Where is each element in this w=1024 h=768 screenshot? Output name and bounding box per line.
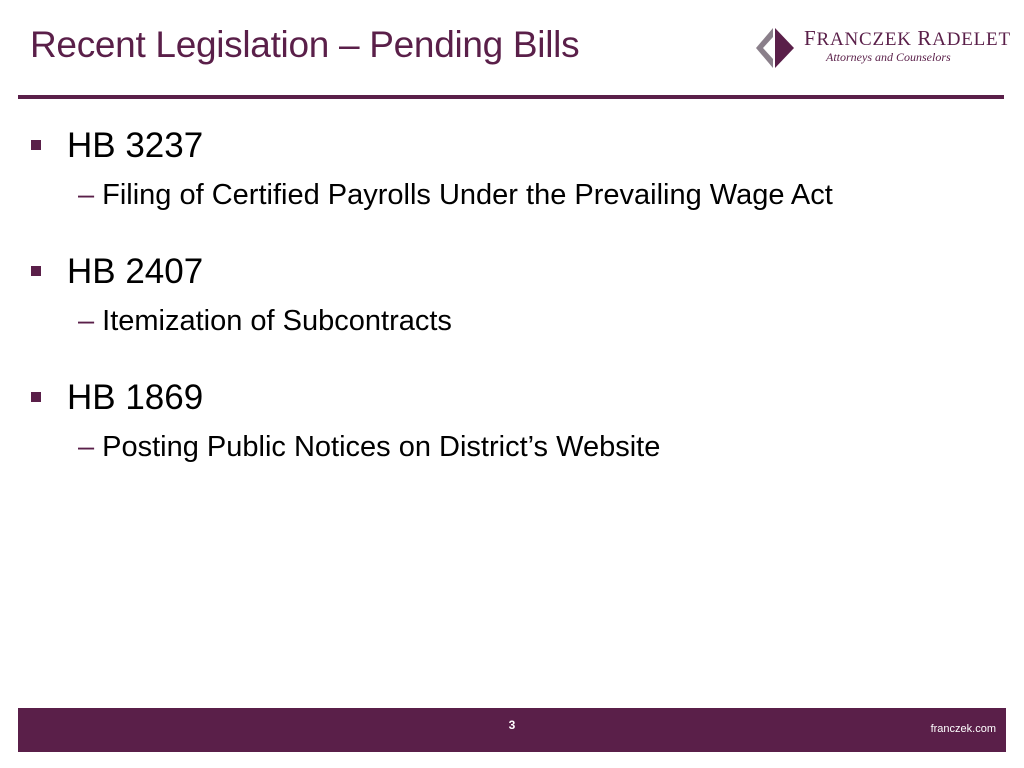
square-bullet-icon	[31, 140, 41, 150]
bill-description: Filing of Certified Payrolls Under the Prevailing Wage Act	[102, 179, 833, 211]
bill-number: HB 1869	[67, 378, 204, 417]
page-number: 3	[508, 718, 516, 732]
square-bullet-icon	[31, 392, 41, 402]
footer-bar	[18, 708, 1006, 752]
bill-description: Itemization of Subcontracts	[102, 305, 452, 337]
dash-bullet: –	[78, 179, 95, 211]
firm-name: FRANCZEK RADELET	[804, 26, 1011, 50]
bill-item	[30, 376, 1000, 464]
footer-url: franczek.com	[930, 723, 996, 735]
bill-list	[30, 124, 1000, 502]
firm-tagline: Attorneys and Counselors	[826, 50, 951, 64]
square-bullet-icon	[31, 266, 41, 276]
bill-item	[30, 124, 1000, 212]
bill-description: Posting Public Notices on District’s Website	[102, 431, 661, 463]
firm-logo	[754, 24, 1011, 74]
title-divider	[18, 95, 1004, 99]
diamond-logo-icon	[754, 27, 796, 69]
dash-bullet: –	[78, 431, 95, 463]
bill-item	[30, 250, 1000, 338]
bill-number: HB 3237	[67, 126, 204, 165]
slide-title: Recent Legislation – Pending Bills	[30, 24, 580, 65]
dash-bullet: –	[78, 305, 95, 337]
bill-number: HB 2407	[67, 252, 204, 291]
